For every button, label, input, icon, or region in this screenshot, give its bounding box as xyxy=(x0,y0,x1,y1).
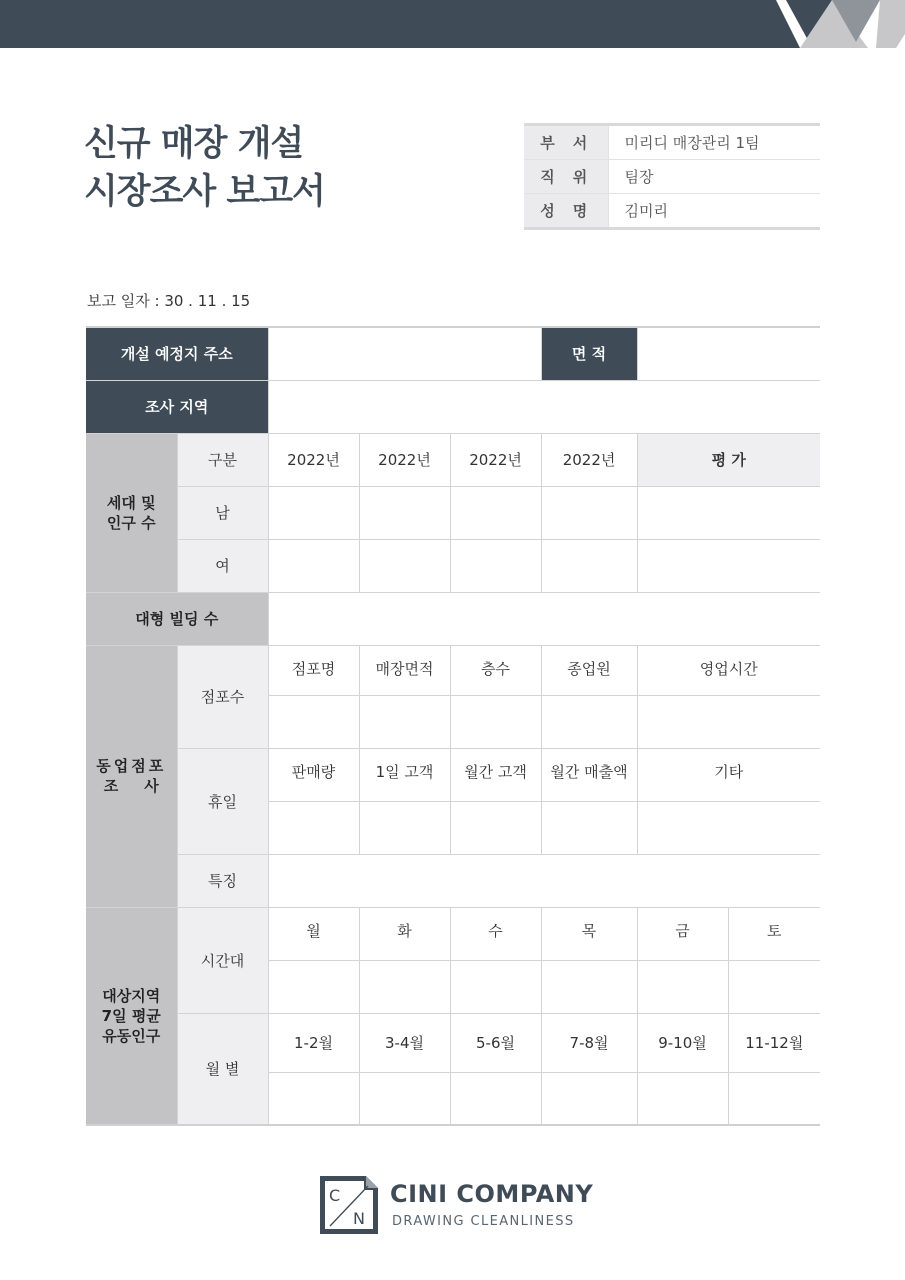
input-cell[interactable] xyxy=(268,801,359,854)
month-header: 3-4월 xyxy=(359,1013,450,1072)
male-row xyxy=(86,486,820,539)
weekday-header-row xyxy=(86,907,820,960)
info-row xyxy=(524,160,820,194)
info-value-position[interactable]: 팀장 xyxy=(608,160,820,194)
male-label: 남 xyxy=(177,486,268,539)
input-cell[interactable] xyxy=(450,960,541,1013)
title-line-2: 시장조사 보고서 xyxy=(84,172,325,212)
input-cell[interactable] xyxy=(359,1072,450,1125)
area-input[interactable] xyxy=(637,327,820,380)
input-cell[interactable] xyxy=(541,1072,637,1125)
survey-region-input[interactable] xyxy=(268,380,820,433)
input-cell[interactable] xyxy=(541,960,637,1013)
month-header: 1-2월 xyxy=(268,1013,359,1072)
store-count-label: 점포수 xyxy=(177,645,268,748)
address-label: 개설 예정지 주소 xyxy=(86,327,268,380)
input-cell[interactable] xyxy=(637,539,820,592)
store-header: 점포명 xyxy=(268,645,359,695)
input-cell[interactable] xyxy=(359,801,450,854)
traffic-label-line3: 유동인구 xyxy=(102,1026,161,1045)
month-header: 9-10월 xyxy=(637,1013,728,1072)
title-line-1: 신규 매장 개설 xyxy=(84,124,304,164)
traffic-label xyxy=(86,907,177,1125)
month-header: 7-8월 xyxy=(541,1013,637,1072)
svg-text:C: C xyxy=(329,1186,341,1205)
competitor-label-line2: 조 사 xyxy=(103,777,159,795)
year-cell: 2022년 xyxy=(359,433,450,486)
year-cell: 2022년 xyxy=(541,433,637,486)
company-logo-icon xyxy=(320,1176,378,1234)
sales-header: 1일 고객 xyxy=(359,748,450,801)
input-cell[interactable] xyxy=(728,1072,820,1125)
survey-region-label: 조사 지역 xyxy=(86,380,268,433)
input-cell[interactable] xyxy=(637,801,820,854)
weekday-header: 목 xyxy=(541,907,637,960)
time-slot-label: 시간대 xyxy=(177,907,268,1013)
store-header: 층수 xyxy=(450,645,541,695)
household-label-line1: 세대 및 xyxy=(106,493,156,512)
address-input[interactable] xyxy=(268,327,541,380)
month-header: 11-12월 xyxy=(728,1013,820,1072)
input-cell[interactable] xyxy=(450,1072,541,1125)
traffic-label-line2: 7일 평균 xyxy=(101,1006,161,1025)
sales-header-row xyxy=(86,748,820,801)
input-cell[interactable] xyxy=(359,486,450,539)
input-cell[interactable] xyxy=(359,960,450,1013)
category-label: 구분 xyxy=(177,433,268,486)
month-header: 5-6월 xyxy=(450,1013,541,1072)
survey-form-table xyxy=(86,326,820,1126)
store-header: 매장면적 xyxy=(359,645,450,695)
input-cell[interactable] xyxy=(450,539,541,592)
feature-label: 특징 xyxy=(177,854,268,907)
store-header: 종업원 xyxy=(541,645,637,695)
input-cell[interactable] xyxy=(268,486,359,539)
info-value-name[interactable]: 김미리 xyxy=(608,194,820,229)
input-cell[interactable] xyxy=(637,1072,728,1125)
input-cell[interactable] xyxy=(541,539,637,592)
weekday-header: 화 xyxy=(359,907,450,960)
evaluation-label: 평 가 xyxy=(637,433,820,486)
buildings-row xyxy=(86,592,820,645)
holiday-label: 휴일 xyxy=(177,748,268,854)
address-row xyxy=(86,327,820,380)
feature-row xyxy=(86,854,820,907)
input-cell[interactable] xyxy=(637,695,820,748)
info-key-department: 부서 xyxy=(524,125,608,160)
document-title xyxy=(84,120,325,216)
household-label xyxy=(86,433,177,592)
input-cell[interactable] xyxy=(637,960,728,1013)
input-cell[interactable] xyxy=(728,960,820,1013)
sales-header: 월간 매출액 xyxy=(541,748,637,801)
feature-input[interactable] xyxy=(268,854,820,907)
household-label-line2: 인구 수 xyxy=(106,513,156,532)
competitor-label xyxy=(86,645,177,907)
input-cell[interactable] xyxy=(541,695,637,748)
female-row xyxy=(86,539,820,592)
top-banner xyxy=(0,0,905,48)
weekday-header: 수 xyxy=(450,907,541,960)
info-row xyxy=(524,194,820,229)
author-info-table xyxy=(524,123,820,230)
input-cell[interactable] xyxy=(268,1072,359,1125)
svg-text:N: N xyxy=(353,1209,365,1228)
sales-header: 월간 고객 xyxy=(450,748,541,801)
company-name: CINI COMPANY xyxy=(390,1180,594,1208)
year-cell: 2022년 xyxy=(268,433,359,486)
info-value-department[interactable]: 미리디 매장관리 1팀 xyxy=(608,125,820,160)
info-row xyxy=(524,125,820,160)
input-cell[interactable] xyxy=(450,695,541,748)
report-date: 보고 일자 : 30 . 11 . 15 xyxy=(87,292,251,310)
weekday-header: 토 xyxy=(728,907,820,960)
input-cell[interactable] xyxy=(541,486,637,539)
input-cell[interactable] xyxy=(359,695,450,748)
buildings-input[interactable] xyxy=(268,592,820,645)
region-row xyxy=(86,380,820,433)
input-cell[interactable] xyxy=(268,695,359,748)
year-cell: 2022년 xyxy=(450,433,541,486)
household-header-row xyxy=(86,433,820,486)
input-cell[interactable] xyxy=(450,486,541,539)
store-header: 영업시간 xyxy=(637,645,820,695)
input-cell[interactable] xyxy=(450,801,541,854)
sales-header: 기타 xyxy=(637,748,820,801)
info-key-name: 성명 xyxy=(524,194,608,229)
month-header-row xyxy=(86,1013,820,1072)
input-cell[interactable] xyxy=(268,960,359,1013)
input-cell[interactable] xyxy=(637,486,820,539)
sales-header: 판매량 xyxy=(268,748,359,801)
input-cell[interactable] xyxy=(541,801,637,854)
input-cell[interactable] xyxy=(359,539,450,592)
input-cell[interactable] xyxy=(268,539,359,592)
area-label: 면 적 xyxy=(541,327,637,380)
female-label: 여 xyxy=(177,539,268,592)
store-header-row xyxy=(86,645,820,695)
weekday-header: 금 xyxy=(637,907,728,960)
monthly-label: 월 별 xyxy=(177,1013,268,1125)
competitor-label-line1: 동업점포 xyxy=(96,757,167,775)
info-key-position: 직위 xyxy=(524,160,608,194)
weekday-header: 월 xyxy=(268,907,359,960)
buildings-label: 대형 빌딩 수 xyxy=(86,592,268,645)
traffic-label-line1: 대상지역 xyxy=(102,986,161,1005)
company-tagline: DRAWING CLEANLINESS xyxy=(392,1214,575,1229)
